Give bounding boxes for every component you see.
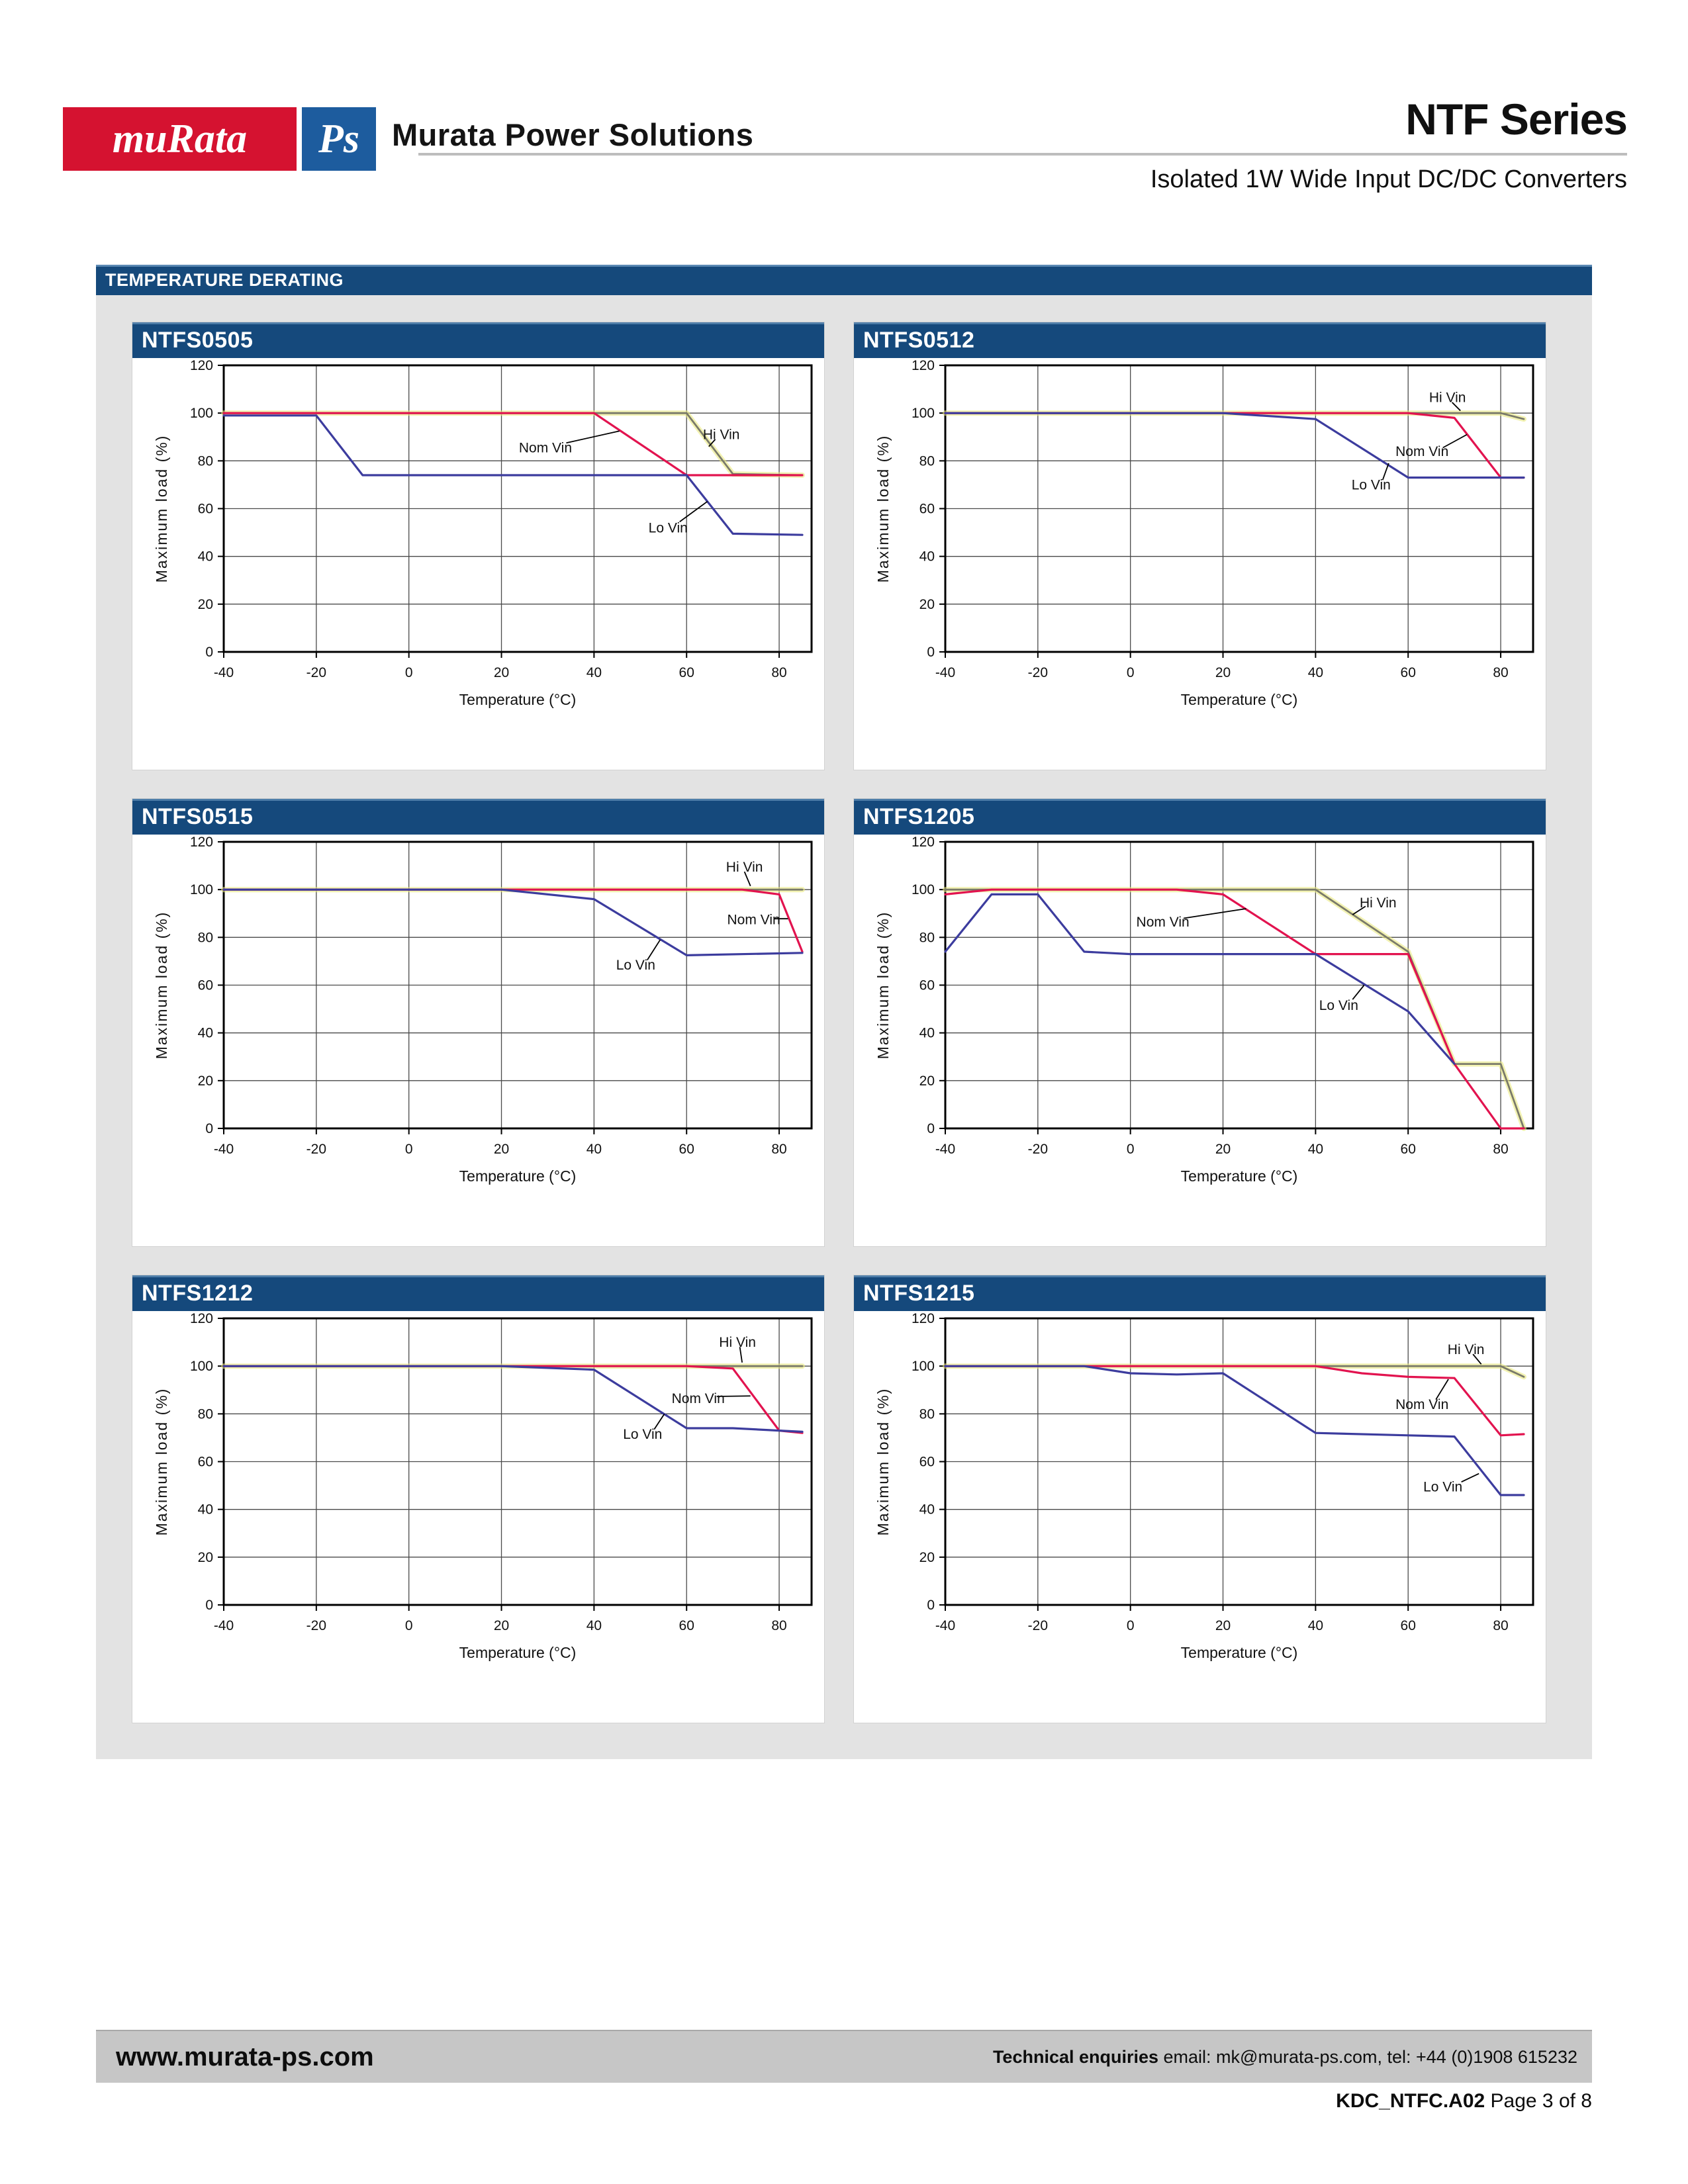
section-title-bar — [96, 265, 1592, 295]
svg-text:20: 20 — [197, 596, 213, 612]
company-name: Murata Power Solutions — [392, 117, 754, 152]
svg-text:80: 80 — [1493, 665, 1509, 680]
svg-text:40: 40 — [586, 665, 602, 680]
svg-text:0: 0 — [404, 1618, 413, 1633]
svg-text:Temperature (°C): Temperature (°C) — [459, 691, 577, 708]
chart-title-ntfs1212: NTFS1212 — [132, 1275, 824, 1311]
svg-text:120: 120 — [911, 1311, 935, 1326]
svg-text:100: 100 — [189, 882, 213, 898]
svg-text:-40: -40 — [213, 1142, 234, 1157]
svg-text:60: 60 — [1400, 1142, 1416, 1157]
svg-text:80: 80 — [919, 453, 935, 469]
svg-text:100: 100 — [911, 406, 935, 422]
svg-text:20: 20 — [197, 1073, 213, 1089]
svg-text:80: 80 — [771, 1618, 787, 1633]
chart-title-ntfs0515: NTFS0515 — [132, 799, 824, 835]
svg-text:20: 20 — [197, 1549, 213, 1565]
svg-text:100: 100 — [189, 1359, 213, 1375]
svg-text:Hi Vin: Hi Vin — [719, 1335, 756, 1351]
derating-chart-ntfs0505 — [132, 358, 824, 770]
svg-text:20: 20 — [493, 1618, 510, 1633]
murata-logo-text: muRata — [112, 116, 248, 161]
chart-panel-ntfs1215 — [854, 1275, 1546, 1723]
charts-grid — [96, 295, 1592, 1759]
page-number: Page 3 of 8 — [1485, 2090, 1592, 2112]
document-reference — [1336, 2090, 1592, 2113]
svg-text:-20: -20 — [306, 1142, 327, 1157]
svg-text:40: 40 — [1307, 665, 1324, 680]
svg-text:60: 60 — [197, 978, 213, 993]
svg-text:20: 20 — [1215, 1618, 1231, 1633]
svg-text:60: 60 — [919, 501, 935, 517]
svg-text:40: 40 — [919, 549, 935, 565]
svg-text:40: 40 — [1307, 1618, 1324, 1633]
svg-text:Hi Vin: Hi Vin — [702, 427, 740, 443]
chart-title-ntfs0512: NTFS0512 — [854, 322, 1546, 358]
svg-text:0: 0 — [404, 1142, 413, 1157]
series-title: NTF Series — [1405, 95, 1627, 144]
svg-text:0: 0 — [205, 1598, 213, 1613]
svg-text:-40: -40 — [935, 1618, 956, 1633]
svg-text:120: 120 — [189, 835, 213, 850]
svg-text:40: 40 — [197, 1502, 213, 1518]
footer-website-link[interactable]: www.murata-ps.com — [116, 2042, 374, 2071]
svg-text:0: 0 — [205, 645, 213, 660]
svg-text:Maximum load (%): Maximum load (%) — [874, 911, 892, 1060]
header-divider — [418, 153, 1627, 156]
svg-text:0: 0 — [927, 645, 935, 660]
svg-text:Maximum load (%): Maximum load (%) — [153, 434, 170, 583]
svg-text:0: 0 — [404, 665, 413, 680]
svg-text:20: 20 — [1215, 665, 1231, 680]
svg-text:80: 80 — [771, 1142, 787, 1157]
svg-text:80: 80 — [771, 665, 787, 680]
svg-text:-20: -20 — [1027, 1618, 1049, 1633]
chart-title-ntfs1205: NTFS1205 — [854, 799, 1546, 835]
svg-text:Hi Vin: Hi Vin — [726, 859, 763, 875]
svg-text:-20: -20 — [1027, 1142, 1049, 1157]
svg-text:Hi Vin: Hi Vin — [1447, 1342, 1485, 1357]
svg-text:60: 60 — [1400, 1618, 1416, 1633]
svg-text:Lo Vin: Lo Vin — [1351, 477, 1391, 493]
svg-text:80: 80 — [919, 1406, 935, 1422]
svg-text:60: 60 — [679, 665, 694, 680]
footer-enquiries — [993, 2031, 1577, 2083]
svg-text:Nom Vin: Nom Vin — [1395, 1396, 1449, 1412]
svg-text:Lo Vin: Lo Vin — [616, 957, 655, 973]
doc-ref: KDC_NTFC.A02 — [1336, 2090, 1485, 2112]
svg-text:-40: -40 — [935, 665, 956, 680]
svg-text:Hi Vin: Hi Vin — [1429, 390, 1466, 406]
svg-text:40: 40 — [197, 1025, 213, 1041]
svg-text:40: 40 — [919, 1502, 935, 1518]
derating-chart-ntfs0512 — [854, 358, 1546, 770]
svg-text:80: 80 — [1493, 1618, 1509, 1633]
chart-title-ntfs1215: NTFS1215 — [854, 1275, 1546, 1311]
svg-text:Maximum load (%): Maximum load (%) — [874, 1387, 892, 1536]
svg-text:Lo Vin: Lo Vin — [623, 1427, 663, 1443]
derating-chart-ntfs0515 — [132, 835, 824, 1246]
svg-text:-20: -20 — [306, 665, 327, 680]
svg-text:20: 20 — [493, 1142, 510, 1157]
svg-text:Temperature (°C): Temperature (°C) — [459, 1167, 577, 1185]
svg-text:120: 120 — [189, 358, 213, 373]
svg-text:100: 100 — [911, 1359, 935, 1375]
svg-text:20: 20 — [919, 1073, 935, 1089]
svg-text:20: 20 — [919, 596, 935, 612]
svg-text:80: 80 — [197, 930, 213, 946]
svg-text:100: 100 — [911, 882, 935, 898]
svg-text:Maximum load (%): Maximum load (%) — [153, 911, 170, 1060]
svg-text:Maximum load (%): Maximum load (%) — [874, 434, 892, 583]
svg-text:40: 40 — [586, 1142, 602, 1157]
svg-text:100: 100 — [189, 406, 213, 422]
svg-text:120: 120 — [911, 835, 935, 850]
svg-text:-40: -40 — [213, 1618, 234, 1633]
svg-text:60: 60 — [679, 1618, 694, 1633]
svg-text:0: 0 — [927, 1121, 935, 1136]
murata-logo-red-box — [63, 107, 297, 171]
svg-text:80: 80 — [197, 453, 213, 469]
svg-text:Temperature (°C): Temperature (°C) — [1180, 1167, 1298, 1185]
page-subtitle: Isolated 1W Wide Input DC/DC Converters — [1150, 165, 1627, 193]
svg-text:Temperature (°C): Temperature (°C) — [1180, 1644, 1298, 1661]
svg-text:0: 0 — [1126, 1142, 1135, 1157]
chart-panel-ntfs1212 — [132, 1275, 824, 1723]
svg-text:0: 0 — [927, 1598, 935, 1613]
svg-text:20: 20 — [919, 1549, 935, 1565]
svg-text:Temperature (°C): Temperature (°C) — [459, 1644, 577, 1661]
footer-enquiries-label: Technical enquiries — [992, 2047, 1159, 2067]
svg-text:60: 60 — [919, 1454, 935, 1470]
svg-text:Nom Vin: Nom Vin — [727, 912, 780, 928]
svg-text:Hi Vin: Hi Vin — [1359, 895, 1397, 911]
chart-panel-ntfs0505 — [132, 322, 824, 770]
svg-text:20: 20 — [1215, 1142, 1231, 1157]
svg-text:60: 60 — [679, 1142, 694, 1157]
derating-chart-ntfs1212 — [132, 1311, 824, 1723]
svg-text:Temperature (°C): Temperature (°C) — [1180, 691, 1298, 708]
svg-text:120: 120 — [911, 358, 935, 373]
svg-text:80: 80 — [1493, 1142, 1509, 1157]
svg-text:80: 80 — [919, 930, 935, 946]
svg-text:-40: -40 — [935, 1142, 956, 1157]
svg-text:120: 120 — [189, 1311, 213, 1326]
chart-title-ntfs0505: NTFS0505 — [132, 322, 824, 358]
svg-text:40: 40 — [197, 549, 213, 565]
svg-text:Nom Vin: Nom Vin — [1395, 443, 1449, 459]
murata-logo-ps-text: Ps — [318, 116, 359, 161]
chart-panel-ntfs0515 — [132, 799, 824, 1246]
derating-chart-ntfs1215 — [854, 1311, 1546, 1723]
svg-text:Nom Vin: Nom Vin — [1136, 914, 1190, 930]
svg-text:-20: -20 — [306, 1618, 327, 1633]
svg-text:-40: -40 — [213, 665, 234, 680]
svg-text:80: 80 — [197, 1406, 213, 1422]
svg-text:Nom Vin: Nom Vin — [671, 1390, 725, 1406]
footer-enquiries-text: email: mk@murata-ps.com, tel: +44 (0)1908 615232 — [1158, 2047, 1577, 2067]
chart-panel-ntfs0512 — [854, 322, 1546, 770]
svg-text:Lo Vin: Lo Vin — [1423, 1479, 1463, 1495]
svg-text:0: 0 — [1126, 665, 1135, 680]
svg-text:Lo Vin: Lo Vin — [648, 520, 688, 536]
svg-text:Nom Vin: Nom Vin — [518, 440, 573, 456]
svg-text:Lo Vin: Lo Vin — [1319, 998, 1358, 1014]
svg-text:60: 60 — [1400, 665, 1416, 680]
svg-text:0: 0 — [1126, 1618, 1135, 1633]
chart-panel-ntfs1205 — [854, 799, 1546, 1246]
section-title: TEMPERATURE DERATING — [105, 270, 344, 290]
svg-text:40: 40 — [919, 1025, 935, 1041]
derating-chart-ntfs1205 — [854, 835, 1546, 1246]
svg-text:40: 40 — [1307, 1142, 1324, 1157]
svg-text:Maximum load (%): Maximum load (%) — [153, 1387, 170, 1536]
svg-text:0: 0 — [205, 1121, 213, 1136]
svg-text:20: 20 — [493, 665, 510, 680]
svg-text:60: 60 — [197, 1454, 213, 1470]
footer-bar — [96, 2030, 1592, 2083]
murata-logo-ps-box — [302, 107, 376, 171]
svg-text:40: 40 — [586, 1618, 602, 1633]
svg-text:-20: -20 — [1027, 665, 1049, 680]
svg-text:60: 60 — [919, 978, 935, 993]
svg-text:60: 60 — [197, 501, 213, 517]
